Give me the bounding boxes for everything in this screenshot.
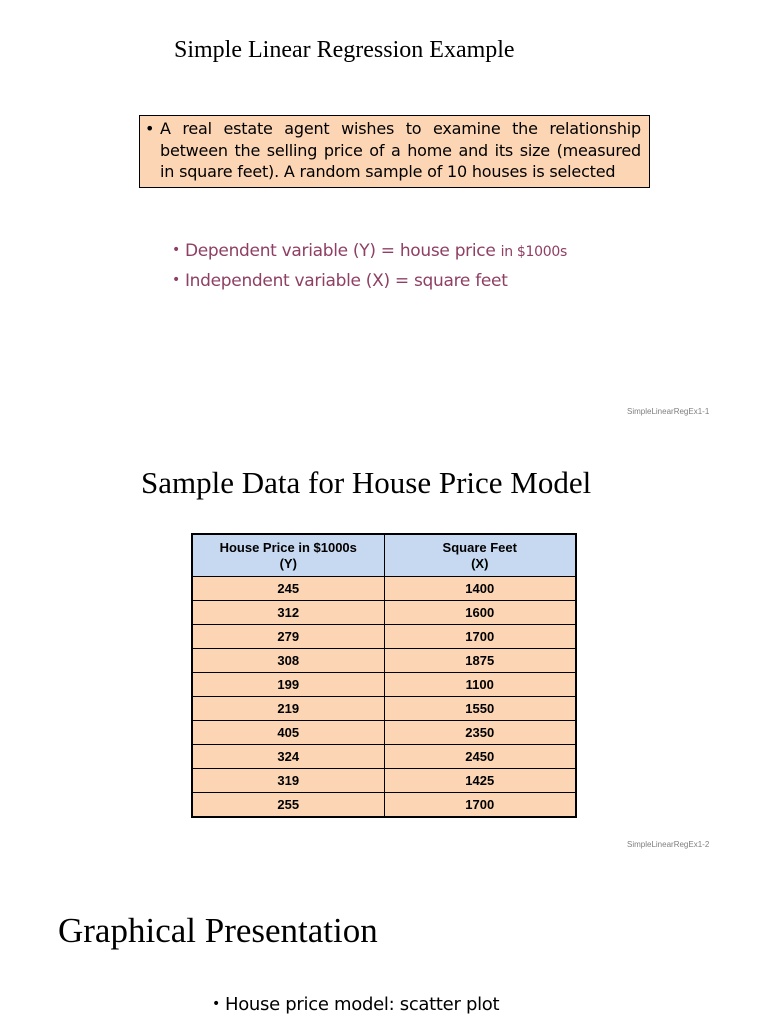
scatter-plot-bullet <box>212 991 499 1018</box>
price-cell: 245 <box>192 577 384 601</box>
price-cell: 255 <box>192 793 384 818</box>
house-data-table <box>191 533 577 818</box>
table-row <box>192 649 576 673</box>
bullet-icon: • <box>172 272 180 288</box>
sqft-cell: 1550 <box>384 697 576 721</box>
table-row <box>192 769 576 793</box>
slide2-title: Sample Data for House Price Model <box>141 465 592 500</box>
header-house-price <box>192 534 384 577</box>
table-row <box>192 673 576 697</box>
scatter-plot-text: House price model: scatter plot <box>224 994 500 1015</box>
sqft-cell: 1700 <box>384 793 576 818</box>
price-cell: 312 <box>192 601 384 625</box>
sqft-cell: 1100 <box>384 673 576 697</box>
table-row <box>192 577 576 601</box>
sqft-cell: 1600 <box>384 601 576 625</box>
price-cell: 308 <box>192 649 384 673</box>
header-square-feet-line2: (X) <box>471 555 489 571</box>
table-row <box>192 793 576 818</box>
sqft-cell: 2350 <box>384 721 576 745</box>
bullet-icon: • <box>212 996 220 1012</box>
sqft-cell: 1400 <box>384 577 576 601</box>
list-item <box>172 266 567 295</box>
table-row <box>192 745 576 769</box>
sqft-cell: 1875 <box>384 649 576 673</box>
price-cell: 279 <box>192 625 384 649</box>
price-cell: 199 <box>192 673 384 697</box>
table-row <box>192 697 576 721</box>
price-cell: 219 <box>192 697 384 721</box>
list-item <box>172 236 567 266</box>
slide1-title: Simple Linear Regression Example <box>174 37 515 63</box>
independent-variable-text: Independent variable (X) = square feet <box>184 271 508 291</box>
slide1-footer: SimpleLinearRegEx1-1 <box>627 407 710 416</box>
sqft-cell: 1700 <box>384 625 576 649</box>
sqft-cell: 1425 <box>384 769 576 793</box>
table-row <box>192 721 576 745</box>
header-house-price-line2: (Y) <box>279 555 297 571</box>
table-row <box>192 601 576 625</box>
callout-bullet: • <box>145 119 155 138</box>
price-cell: 405 <box>192 721 384 745</box>
variable-list <box>172 236 567 295</box>
table-header-row <box>192 534 576 577</box>
header-square-feet <box>384 534 576 577</box>
price-cell: 319 <box>192 769 384 793</box>
table-row <box>192 625 576 649</box>
header-house-price-line1: House Price in $1000s <box>219 539 357 555</box>
slide3-title: Graphical Presentation <box>58 911 378 950</box>
dependent-variable-unit: in $1000s <box>500 244 567 260</box>
price-cell: 324 <box>192 745 384 769</box>
dependent-variable-text: Dependent variable (Y) = house price <box>184 241 501 261</box>
header-square-feet-line1: Square Feet <box>442 539 517 555</box>
sqft-cell: 2450 <box>384 745 576 769</box>
bullet-icon: • <box>172 242 180 258</box>
callout-text: A real estate agent wishes to examine the relationship between the selling price of a home and its size (measured in square feet). A random sample of 10 houses is selected <box>160 119 641 181</box>
intro-callout-box <box>139 115 650 188</box>
slide2-footer: SimpleLinearRegEx1-2 <box>627 840 710 849</box>
